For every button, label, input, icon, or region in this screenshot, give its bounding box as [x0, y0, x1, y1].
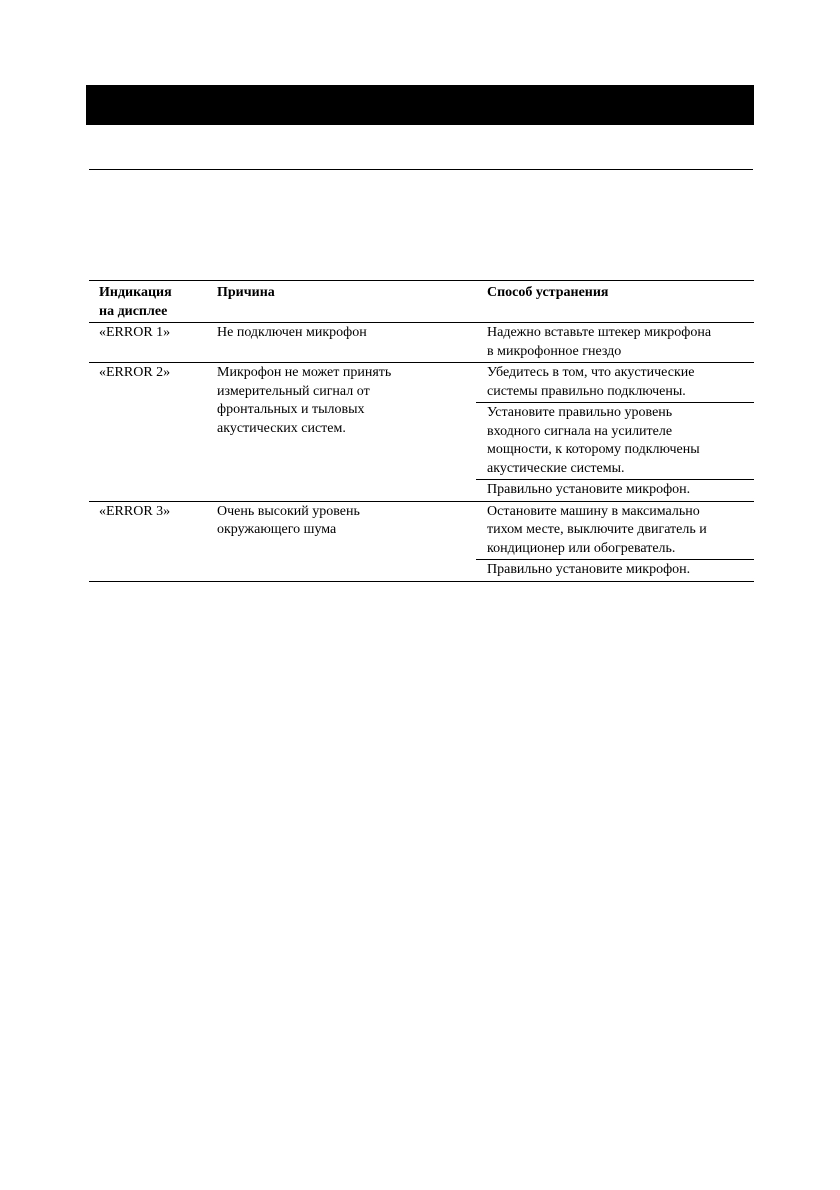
- table-row: [89, 363, 754, 403]
- row-remedy: Остановите машину в максимально тихом месте, выключите двигатель и кондиционер или обогреватель.: [476, 501, 754, 560]
- row-remedy: Правильно установите микрофон.: [476, 560, 754, 582]
- row-remedy: Установите правильно уровень входного сигнала на усилителе мощности, к которому подключены акустические системы.: [476, 403, 754, 480]
- header-cause: Причина: [207, 281, 476, 323]
- table-header-row: [89, 281, 754, 323]
- horizontal-rule: [89, 169, 753, 170]
- section-header-bar: [86, 85, 754, 125]
- row-cause: Микрофон не может принять измерительный сигнал от фронтальных и тыловых акустических систем.: [207, 363, 476, 502]
- error-table: [89, 280, 754, 582]
- row-cause: Не подключен микрофон: [217, 325, 367, 340]
- row-display: «ERROR 3»: [89, 501, 207, 581]
- row-remedy: Убедитесь в том, что акустические системы правильно подключены.: [476, 363, 754, 403]
- row-display: «ERROR 1»: [99, 325, 171, 340]
- header-remedy: Способ устранения: [476, 281, 754, 323]
- header-display: Индикация на дисплее: [89, 281, 207, 323]
- row-display: «ERROR 2»: [89, 363, 207, 502]
- table-row: [89, 323, 754, 363]
- row-remedy: Надежно вставьте штекер микрофона в микрофонное гнездо: [487, 325, 712, 359]
- row-cause: Очень высокий уровень окружающего шума: [207, 501, 476, 581]
- table-row: [89, 501, 754, 560]
- row-remedy: Правильно установите микрофон.: [476, 480, 754, 502]
